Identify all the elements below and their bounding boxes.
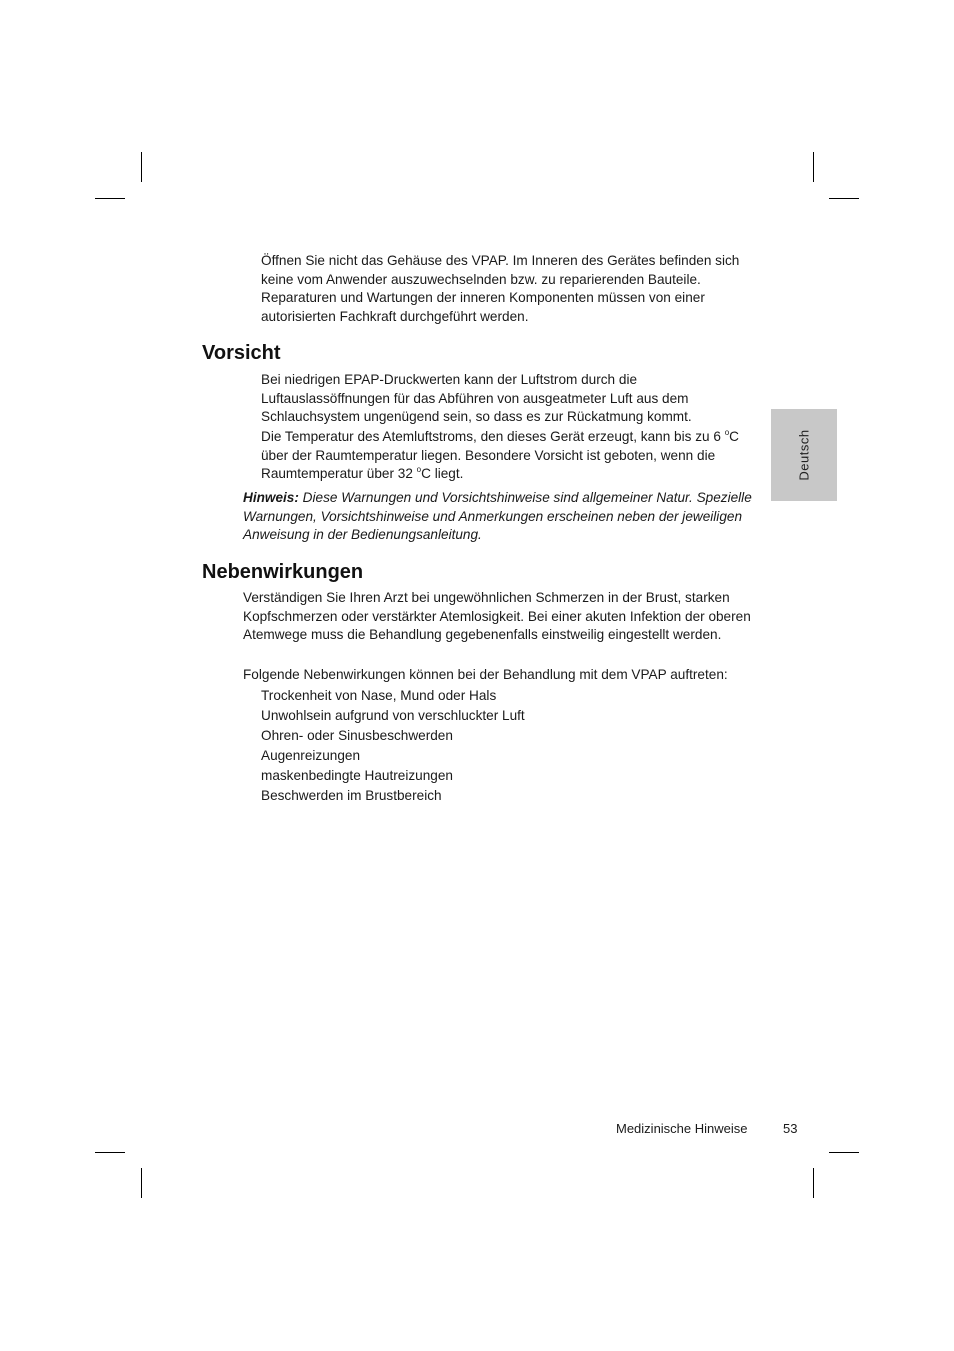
hinweis-text: Diese Warnungen und Vorsichtshinweise sind allgemeiner Natur. Spezielle Warnungen, Vorsichtshinweise und Anmerkungen erscheinen neben der jeweiligen Anweisung in der Bedienungsanleitung. xyxy=(243,490,752,543)
language-tab-label: Deutsch xyxy=(796,429,812,481)
crop-mark xyxy=(95,1152,125,1153)
crop-mark xyxy=(829,198,859,199)
crop-mark xyxy=(141,1168,142,1198)
hinweis-label: Hinweis: xyxy=(243,490,299,505)
language-side-tab xyxy=(771,409,837,501)
footer-section-title: Medizinische Hinweise xyxy=(616,1121,748,1136)
degree-sup: o xyxy=(724,428,730,437)
list-item: Unwohlsein aufgrund von verschluckter Luft xyxy=(261,708,525,723)
list-item: Ohren- oder Sinusbeschwerden xyxy=(261,728,453,743)
degree-sup: o xyxy=(416,465,422,475)
vorsicht-heading: Vorsicht xyxy=(202,342,281,364)
list-item: Augenreizungen xyxy=(261,748,361,763)
crop-mark xyxy=(95,198,125,199)
list-item: Beschwerden im Brustbereich xyxy=(261,788,442,803)
nebenwirkungen-heading: Nebenwirkungen xyxy=(202,561,364,583)
text-run: C über der Raumtemperatur liegen. Besondere Vorsicht ist geboten, wenn die Raumtemperatur über 32 xyxy=(261,429,739,482)
crop-mark xyxy=(813,1168,814,1198)
vorsicht-paragraph-2 xyxy=(261,428,753,484)
list-item: Trockenheit von Nase, Mund oder Hals xyxy=(261,688,497,703)
crop-mark xyxy=(829,1152,859,1153)
crop-mark xyxy=(813,152,814,182)
nebenwirkungen-paragraph-2: Folgende Nebenwirkungen können bei der Behandlung mit dem VPAP auftreten: xyxy=(243,667,728,682)
list-item: maskenbedingte Hautreizungen xyxy=(261,768,453,783)
side-effects-list xyxy=(261,686,525,806)
text-run: Die Temperatur des Atemluftstroms, den dieses Gerät erzeugt, kann bis zu 6 xyxy=(261,429,725,444)
nebenwirkungen-paragraph-1: Verständigen Sie Ihren Arzt bei ungewöhnlichen Schmerzen in der Brust, starken Kopfschmerzen oder verstärkter Atemlosigkeit. Bei einer akuten Infektion der oberen Atemwege muss die Behandlung gegebenenfalls einstweilig eingestellt werden. xyxy=(243,590,751,643)
vorsicht-paragraph-1: Bei niedrigen EPAP-Druckwerten kann der Luftstrom durch die Luftauslassöffnungen für das Abführen von ausgeatmeter Luft aus dem Schlauchsystem ungenügend sein, so dass es zur Rückatmung kommt. xyxy=(261,372,692,425)
crop-mark xyxy=(141,152,142,182)
text-run: C liegt. xyxy=(421,466,464,482)
page-number: 53 xyxy=(783,1121,798,1136)
intro-paragraph: Öffnen Sie nicht das Gehäuse des VPAP. Im Inneren des Gerätes befinden sich keine vom Anwender auszuwechselnden bzw. zu reparierenden Bauteile. Reparaturen und Wartungen der inneren Komponenten müssen von einer autorisierten Fachkraft durchgeführt werden. xyxy=(261,253,740,324)
hinweis-note xyxy=(243,489,753,545)
